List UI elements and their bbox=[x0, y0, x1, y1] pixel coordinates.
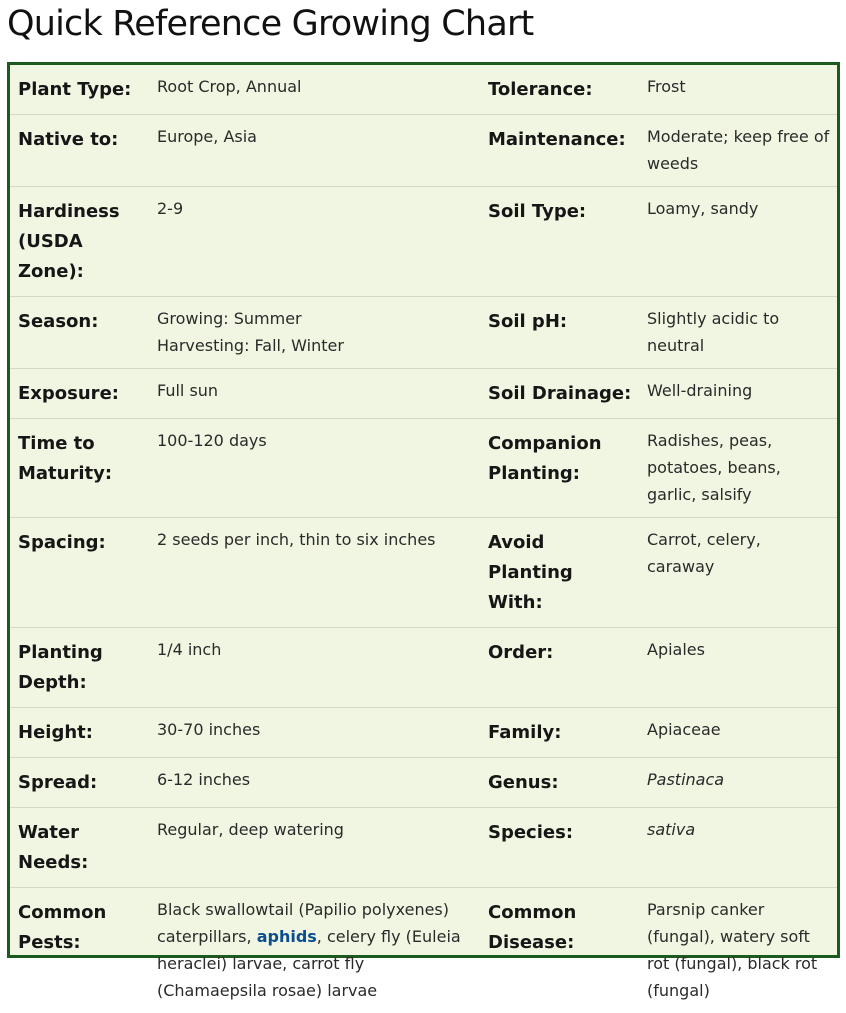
label-time-to-maturity: Time to Maturity: bbox=[10, 419, 149, 518]
table-row bbox=[10, 187, 837, 297]
value-common-pests bbox=[149, 888, 480, 1013]
pests-text-start: Black swallowtail (Papilio polyxenes) caterpillars, bbox=[157, 900, 449, 946]
season-growing: Growing: Summer bbox=[157, 305, 474, 332]
value-soil-drainage: Well-draining bbox=[639, 369, 837, 419]
value-spacing: 2 seeds per inch, thin to six inches bbox=[149, 518, 480, 628]
value-genus: Pastinaca bbox=[639, 758, 837, 808]
label-spacing: Spacing: bbox=[10, 518, 149, 628]
label-plant-type: Plant Type: bbox=[10, 65, 149, 115]
value-tolerance: Frost bbox=[639, 65, 837, 115]
label-water-needs: Water Needs: bbox=[10, 808, 149, 888]
label-avoid-planting-with: Avoid Planting With: bbox=[480, 518, 639, 628]
label-season: Season: bbox=[10, 297, 149, 369]
table-row bbox=[10, 65, 837, 115]
table-row bbox=[10, 419, 837, 518]
aphids-link[interactable]: aphids bbox=[257, 927, 317, 946]
pests-text-end: , celery fly (Euleia heraclei) larvae, carrot fly (Chamaepsila rosae) larvae bbox=[157, 927, 461, 1000]
table-row bbox=[10, 369, 837, 419]
label-genus: Genus: bbox=[480, 758, 639, 808]
value-time-to-maturity: 100-120 days bbox=[149, 419, 480, 518]
label-common-pests: Common Pests: bbox=[10, 888, 149, 1013]
table-row bbox=[10, 628, 837, 708]
label-soil-ph: Soil pH: bbox=[480, 297, 639, 369]
label-spread: Spread: bbox=[10, 758, 149, 808]
value-soil-type: Loamy, sandy bbox=[639, 187, 837, 297]
table-row bbox=[10, 888, 837, 1013]
value-plant-type: Root Crop, Annual bbox=[149, 65, 480, 115]
value-common-disease: Parsnip canker (fungal), watery soft rot (fungal), black rot (fungal) bbox=[639, 888, 837, 1013]
label-common-disease: Common Disease: bbox=[480, 888, 639, 1013]
value-hardiness: 2-9 bbox=[149, 187, 480, 297]
label-soil-type: Soil Type: bbox=[480, 187, 639, 297]
value-species: sativa bbox=[639, 808, 837, 888]
value-height: 30-70 inches bbox=[149, 708, 480, 758]
value-native-to: Europe, Asia bbox=[149, 115, 480, 187]
value-order: Apiales bbox=[639, 628, 837, 708]
label-soil-drainage: Soil Drainage: bbox=[480, 369, 639, 419]
table-row bbox=[10, 297, 837, 369]
label-order: Order: bbox=[480, 628, 639, 708]
label-height: Height: bbox=[10, 708, 149, 758]
label-maintenance: Maintenance: bbox=[480, 115, 639, 187]
label-planting-depth: Planting Depth: bbox=[10, 628, 149, 708]
label-native-to: Native to: bbox=[10, 115, 149, 187]
label-tolerance: Tolerance: bbox=[480, 65, 639, 115]
table-row bbox=[10, 115, 837, 187]
label-species: Species: bbox=[480, 808, 639, 888]
value-planting-depth: 1/4 inch bbox=[149, 628, 480, 708]
value-exposure: Full sun bbox=[149, 369, 480, 419]
table-row bbox=[10, 518, 837, 628]
label-family: Family: bbox=[480, 708, 639, 758]
value-water-needs: Regular, deep watering bbox=[149, 808, 480, 888]
value-family: Apiaceae bbox=[639, 708, 837, 758]
value-spread: 6-12 inches bbox=[149, 758, 480, 808]
table-row bbox=[10, 708, 837, 758]
label-hardiness: Hardiness (USDA Zone): bbox=[10, 187, 149, 297]
page-title: Quick Reference Growing Chart bbox=[7, 2, 533, 46]
season-harvesting: Harvesting: Fall, Winter bbox=[157, 332, 474, 359]
value-season bbox=[149, 297, 480, 369]
growing-chart-table bbox=[7, 62, 840, 958]
value-avoid-planting-with: Carrot, celery, caraway bbox=[639, 518, 837, 628]
table-row bbox=[10, 808, 837, 888]
value-soil-ph: Slightly acidic to neutral bbox=[639, 297, 837, 369]
table-row bbox=[10, 758, 837, 808]
value-companion-planting: Radishes, peas, potatoes, beans, garlic, salsify bbox=[639, 419, 837, 518]
value-maintenance: Moderate; keep free of weeds bbox=[639, 115, 837, 187]
label-companion-planting: Companion Planting: bbox=[480, 419, 639, 518]
label-exposure: Exposure: bbox=[10, 369, 149, 419]
